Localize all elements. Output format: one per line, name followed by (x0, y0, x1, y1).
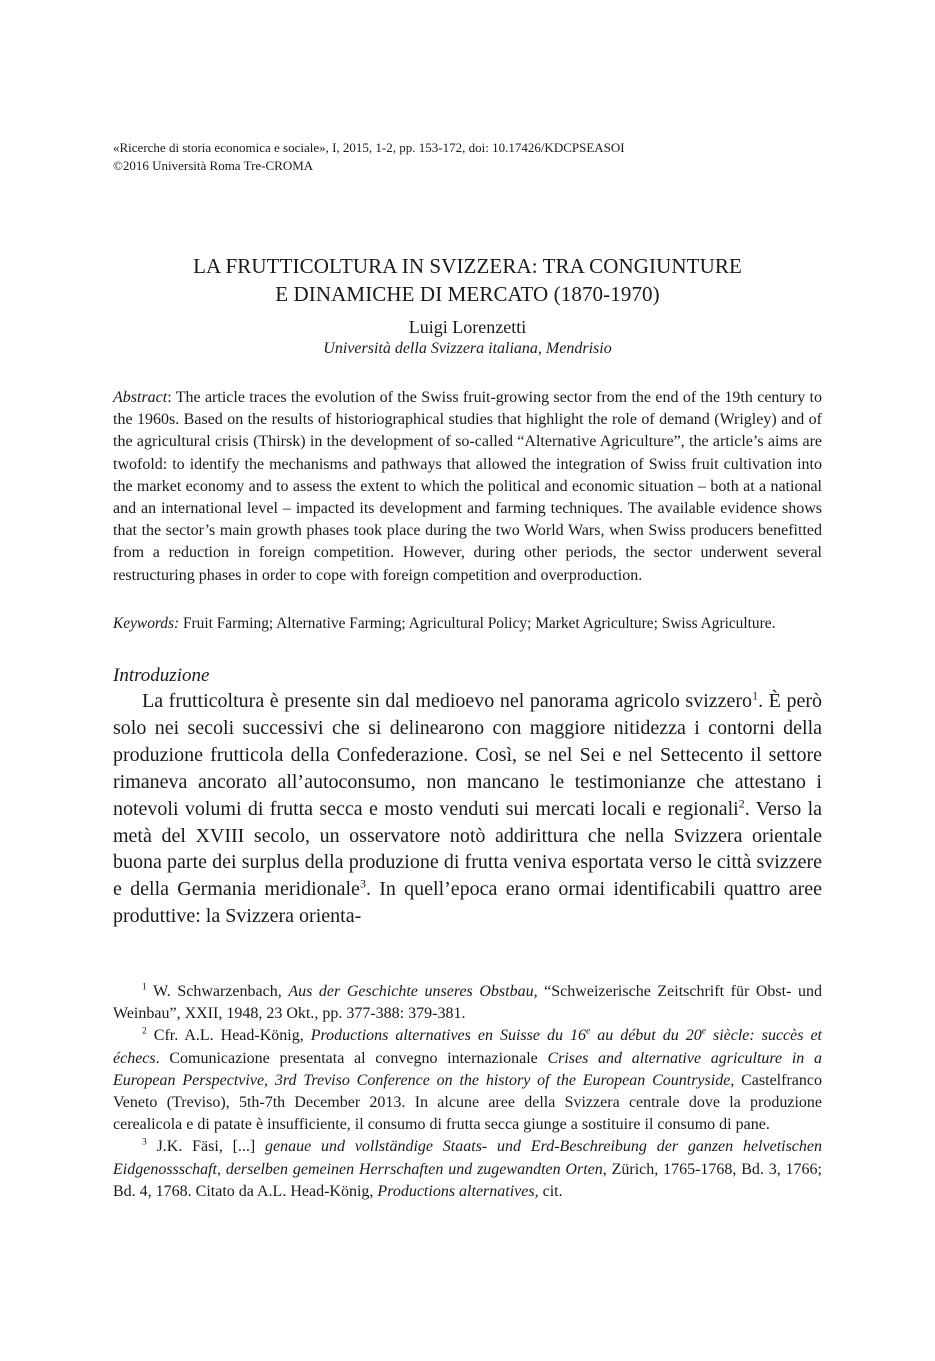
body-text-segment: . In quell’epoca erano ormai identificabili quattro aree produttive: la Svizzera orienta- (113, 878, 822, 928)
footnote-title: Productions alternatives, (377, 1182, 539, 1200)
footnote-superscript: e (585, 1026, 591, 1038)
footnote-text: . Comunicazione presentata al convegno internazionale (155, 1049, 548, 1067)
footnote-title: siècle: succès et échecs (113, 1027, 823, 1067)
author-name: Luigi Lorenzetti (408, 317, 527, 337)
footnote-text: J.K. Fäsi, [...] (146, 1138, 266, 1156)
article-title (113, 252, 822, 308)
keywords-label: Keywords: (113, 615, 180, 632)
footnote-ref-2[interactable]: 2 (738, 795, 745, 810)
footnote-text: cit. (538, 1182, 563, 1200)
abstract-label: Abstract (113, 389, 168, 406)
journal-citation: «Ricerche di storia economica e sociale», I, 2015, 1-2, pp. 153-172, doi: 10.17426/KDCPSEASOI (113, 140, 625, 155)
abstract-text: : The article traces the evolution of the Swiss fruit-growing sector from the end of the 19th century to the 1960s. Based on the results of historiographical studies that highlight the role of demand (Wrigley) and of the agricultural crisis (Thirsk) in the development of so-called “Alternative Agriculture”, the article’s aims are twofold: to identify the mechanisms and pathways that allowed the integration of Swiss fruit cultivation into the market economy and to assess the extent to which the political and economic situation – both at a national and an international level – impacted its development and farming techniques. The available evidence shows that the sector’s main growth phases took place during the two World Wars, when Swiss producers benefitted from a reduction in foreign competition. However, during other periods, the sector underwent several restructuring phases in order to cope with foreign competition and overproduction. (113, 389, 822, 584)
footnote-ref-1[interactable]: 1 (752, 688, 759, 703)
author-affiliation: Università della Svizzera italiana, Mendrisio (323, 340, 612, 357)
footnote-text: Castelfranco Veneto (Treviso), 5th-7th December 2013. In alcune aree della Svizzera centrale dove la produzione cerealicola e di patate è insufficiente, il consumo di frutta secca giunge a sostituire il consumo di pane. (113, 1071, 822, 1134)
title-line-1: LA FRUTTICOLTURA IN SVIZZERA: TRA CONGIUNTURE (193, 254, 742, 278)
footnote-title: au début du 20 (590, 1027, 702, 1045)
footnote-title: Aus der Geschichte unseres Obstbau, (288, 983, 538, 1000)
footnote-text: “Schweizerische Zeitschrift für Obst- und Weinbau”, XXII, 1948, 23 Okt., pp. 377-388: 379-381. (113, 983, 823, 1023)
footnote-number: 3 (142, 1137, 147, 1149)
section-heading-introduzione: Introduzione (113, 665, 210, 686)
footnote-3 (113, 1136, 822, 1203)
body-paragraph (113, 688, 822, 930)
body-text-segment: . Verso la metà del XVIII secolo, un osservatore notò addirittura che nella Svizzera orientale buona parte dei surplus della produzione di frutta veniva esportata verso le città svizzere e della Germania meridionale (113, 797, 823, 901)
keywords-text: Fruit Farming; Alternative Farming; Agricultural Policy; Market Agriculture; Swiss Agriculture. (179, 615, 776, 632)
title-block (113, 252, 822, 359)
body-text (113, 688, 822, 930)
copyright-line: ©2016 Università Roma Tre-CROMA (113, 158, 314, 173)
footnote-superscript: e (701, 1026, 706, 1038)
footnote-title: genaue und vollständige Staats- und Erd-Beschreibung der ganzen helvetischen Eidgenossschaft, derselben gemeinen Herrschaften und zugewandten Orten (113, 1138, 823, 1178)
footnote-title: Productions alternatives en Suisse du 16 (310, 1027, 586, 1045)
footnote-2 (113, 1025, 822, 1136)
journal-header (113, 139, 625, 175)
body-text-segment: La frutticoltura è presente sin dal medioevo nel panorama agricolo svizzero (142, 690, 753, 712)
footnote-title: Crises and alternative agriculture in a European Perspectvive, 3rd Treviso Conference on the history of the European Countryside, (113, 1049, 822, 1089)
footnote-1 (113, 981, 822, 1025)
body-text-segment: . È però solo nei secoli successivi che si delinearono con maggiore nitidezza i contorni della produzione frutticola della Confederazione. Così, se nel Sei e nel Settecento il settore rimaneva ancorato all’autoconsumo, non mancano le testimonianze che attestano i notevoli volumi di frutta secca e mosto venduti sui mercati locali e regionali (113, 690, 822, 820)
title-line-2: E DINAMICHE DI MERCATO (1870-1970) (275, 282, 660, 306)
footnote-number: 1 (142, 981, 147, 993)
keywords (113, 613, 822, 635)
footnote-ref-3[interactable]: 3 (359, 876, 366, 891)
footnote-text: Cfr. A.L. Head-König, (146, 1027, 311, 1045)
footnote-text: , Zürich, 1765-1768, Bd. 3, 1766; Bd. 4, 1768. Citato da A.L. Head-König, (113, 1160, 822, 1200)
footnote-text: W. Schwarzenbach, (146, 983, 289, 1000)
footnote-number: 2 (142, 1026, 147, 1038)
abstract (113, 387, 822, 587)
footnotes (113, 981, 822, 1203)
